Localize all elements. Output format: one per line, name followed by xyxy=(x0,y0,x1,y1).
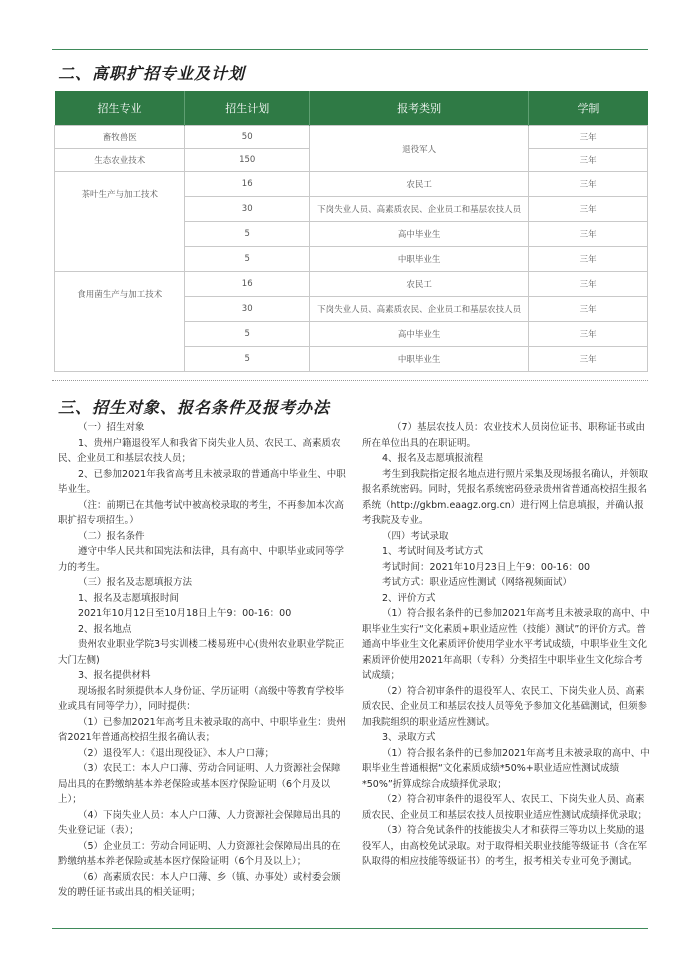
paragraph: （注：前期已在其他考试中被高校录取的考生，不再参加本次高职扩招专项招生。） xyxy=(58,499,345,526)
plan-cell: 16 xyxy=(185,272,310,297)
plan-cell: 50 xyxy=(185,126,310,149)
years-cell: 三年 xyxy=(529,222,648,247)
category-cell: 下岗失业人员、高素质农民、企业员工和基层农技人员 xyxy=(309,297,528,322)
right-column xyxy=(362,420,650,870)
paragraph: 1、报名及志愿填报时间 xyxy=(78,592,180,604)
paragraph: （1）符合报名条件的已参加2021年高考且未被录取的高中、中职毕业生普通根据“文化素质成绩*50%+职业适应性测试成绩*50%”折算成综合成绩择优录取； xyxy=(362,747,650,790)
paragraph: （2）符合初审条件的退役军人、农民工、下岗失业人员、高素质农民、企业员工和基层农技人员等免予参加文化基础测试，但须参加我院组织的职业适应性测试。 xyxy=(362,685,648,728)
plan-cell: 5 xyxy=(185,247,310,272)
header-years: 学制 xyxy=(529,91,648,126)
paragraph: （2）符合初审条件的退役军人、农民工、下岗失业人员、高素质农民、企业员工和基层农技人员按职业适应性测试成绩择优录取； xyxy=(362,794,648,821)
plan-cell: 5 xyxy=(185,222,310,247)
plan-cell: 30 xyxy=(185,297,310,322)
paragraph: 考试方式：职业适应性测试（网络视频面试） xyxy=(382,577,573,588)
paragraph: 1、贵州户籍退役军人和我省下岗失业人员、农民工、高素质农民、企业员工和基层农技人员； xyxy=(58,437,341,464)
paragraph: 2、已参加2021年我省高考且未被录取的普通高中毕业生、中职毕业生。 xyxy=(58,468,346,495)
paragraph: （四）考试录取 xyxy=(382,530,449,542)
paragraph: （三）报名及志愿填报方法 xyxy=(78,577,193,588)
paragraph: （4）下岗失业人员：本人户口薄、人力资源社会保障局出具的失业登记证（表）； xyxy=(58,809,341,836)
plan-cell: 5 xyxy=(185,322,310,347)
header-category: 报考类别 xyxy=(309,91,528,126)
category-cell: 下岗失业人员、高素质农民、企业员工和基层农技人员 xyxy=(309,197,528,222)
section-2-title: 二、高职扩招专业及计划 xyxy=(58,64,246,83)
table-header-row xyxy=(55,91,648,126)
major-cell: 食用菌生产与加工技术 xyxy=(55,272,185,372)
major-cell: 生态农业技术 xyxy=(55,149,185,172)
category-cell: 农民工 xyxy=(309,172,528,197)
paragraph: 4、报名及志愿填报流程 xyxy=(382,453,484,464)
bottom-rule xyxy=(52,928,648,929)
paragraph: 2、评价方式 xyxy=(382,592,436,604)
paragraph: （1）符合报名条件的已参加2021年高考且未被录取的高中、中职毕业生实行“文化素质+职业适应性（技能）测试”的评价方式。普通高中毕业生文化素质评价使用学业水平考试成绩，中职毕业生文化素质评价使用2021年高职（专科）分类招生中职毕业生文化综合考试成绩； xyxy=(362,608,650,681)
plan-cell: 150 xyxy=(185,149,310,172)
years-cell: 三年 xyxy=(529,347,648,372)
category-cell: 高中毕业生 xyxy=(309,222,528,247)
enrollment-plan-table xyxy=(54,91,648,372)
top-rule xyxy=(52,49,648,50)
plan-cell: 5 xyxy=(185,347,310,372)
major-cell: 畜牧兽医 xyxy=(55,126,185,149)
paragraph: （3）符合免试条件的技能拔尖人才和获得三等功以上奖励的退役军人，由高校免试录取。对于取得相关职业技能等级证书（含在军队取得的相应技能等级证书）的考生，报考相关专业可免予测试。 xyxy=(362,825,648,867)
table-row xyxy=(55,272,648,297)
paragraph: 2021年10月12日至10月18日上午9：00-16：00 xyxy=(78,608,292,619)
plan-cell: 16 xyxy=(185,172,310,197)
paragraph: 遵守中华人民共和国宪法和法律，具有高中、中职毕业或同等学力的考生。 xyxy=(58,546,345,573)
category-cell: 农民工 xyxy=(309,272,528,297)
header-major: 招生专业 xyxy=(55,91,185,126)
paragraph: （2）退役军人：《退出现役证》、本人户口薄； xyxy=(78,747,275,759)
category-cell: 退役军人 xyxy=(309,126,528,172)
years-cell: 三年 xyxy=(529,322,648,347)
paragraph: （7）基层农技人员：农业技术人员岗位证书、职称证书或由所在单位出具的在职证明。 xyxy=(362,422,646,449)
paragraph: 1、考试时间及考试方式 xyxy=(382,546,484,557)
paragraph: （3）农民工：本人户口薄、劳动合同证明、人力资源社会保障局出具的在黔缴纳基本养老保险或基本医疗保险证明（6个月及以上）； xyxy=(58,763,341,805)
category-cell: 中职毕业生 xyxy=(309,247,528,272)
years-cell: 三年 xyxy=(529,126,648,149)
category-cell: 中职毕业生 xyxy=(309,347,528,372)
paragraph: （5）企业员工：劳动合同证明、人力资源社会保障局出具的在黔缴纳基本养老保险或基本医疗保险证明（6个月及以上）； xyxy=(58,840,341,867)
years-cell: 三年 xyxy=(529,172,648,197)
header-plan: 招生计划 xyxy=(185,91,310,126)
plan-cell: 30 xyxy=(185,197,310,222)
paragraph: 3、录取方式 xyxy=(382,732,436,743)
years-cell: 三年 xyxy=(529,149,648,172)
major-cell: 茶叶生产与加工技术 xyxy=(55,172,185,272)
paragraph: （二）报名条件 xyxy=(78,530,145,542)
paragraph: （1）已参加2021年高考且未被录取的高中、中职毕业生：贵州省2021年普通高校招生报名确认表； xyxy=(58,716,346,743)
paragraph: （6）高素质农民：本人户口薄、乡（镇、办事处）或村委会颁发的聘任证书或出具的相关证明； xyxy=(58,871,341,898)
years-cell: 三年 xyxy=(529,197,648,222)
paragraph: 现场报名时须提供本人身份证、学历证明（高级中等教育学校毕业或具有同等学力），同时提供： xyxy=(58,685,345,712)
paragraph: 贵州农业职业学院3号实训楼二楼易班中心(贵州农业职业学院正大门左侧) xyxy=(58,639,345,666)
left-column xyxy=(58,420,350,901)
years-cell: 三年 xyxy=(529,297,648,322)
category-cell: 高中毕业生 xyxy=(309,322,528,347)
section-divider xyxy=(52,380,648,381)
paragraph: 考试时间：2021年10月23日上午9：00-16：00 xyxy=(382,561,591,573)
table-row xyxy=(55,172,648,197)
years-cell: 三年 xyxy=(529,247,648,272)
paragraph: （一）招生对象 xyxy=(78,422,145,433)
section-3-title: 三、招生对象、报名条件及报考办法 xyxy=(58,398,331,417)
paragraph: 2、报名地点 xyxy=(78,623,132,635)
years-cell: 三年 xyxy=(529,272,648,297)
table-row xyxy=(55,126,648,149)
paragraph: 考生到我院指定报名地点进行照片采集及现场报名确认，并领取报名系统密码。同时，凭报名系统密码登录贵州省普通高校招生报名系统（http://gkbm.eaagz.org.cn）进行网上信息填报，并确认报考我院及专业。 xyxy=(362,468,649,526)
paragraph: 3、报名提供材料 xyxy=(78,670,151,681)
